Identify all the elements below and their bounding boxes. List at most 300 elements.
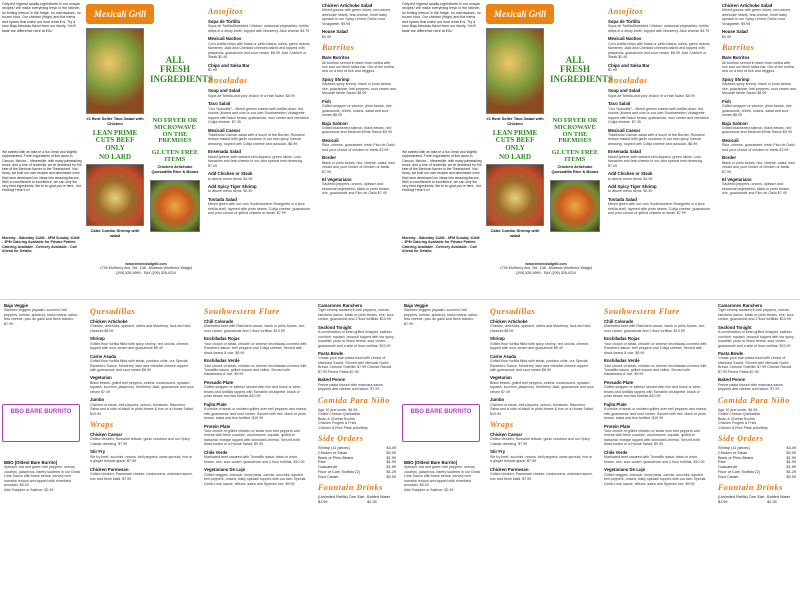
wraps-heading: Wraps xyxy=(90,420,114,430)
item-name: Seafood Tonight xyxy=(318,324,352,330)
side-price: $0.99 xyxy=(786,474,796,479)
quesadillas-column xyxy=(86,300,198,600)
item-name: House Salad xyxy=(722,29,748,35)
menu-item xyxy=(604,380,708,399)
item-desc: Grilled blackened salmon, black beans, rice, guacamole and Mexicali White Sauce $9.99 xyxy=(322,125,393,135)
item-desc: Sauteed spicy shrimp, black or pinto beans, rice, guacamole, bell peppers, sour cream and Mexicali White Sauce $8.99 xyxy=(322,82,396,96)
baja-veggie-column xyxy=(400,300,484,600)
menu-inside-row xyxy=(0,300,800,600)
side-orders-heading: Side Orders xyxy=(318,434,364,444)
item-desc: to above menu items. $2.49 xyxy=(608,189,653,194)
item-desc: Marinated beef with Ranchero sauce, black or pinto beans, rice, sour cream, guacamole and 2 flour tortillas. $10.99 xyxy=(604,324,706,333)
menu-item xyxy=(322,99,396,118)
menu-item xyxy=(90,397,194,416)
side-price: $1.99 xyxy=(386,460,396,465)
menu-item xyxy=(604,424,708,447)
side-orders-list xyxy=(718,446,796,479)
item-name: Baja Salmon xyxy=(322,120,348,126)
item-desc: Grilled veggies, broccoli, snow peas, carrots, zucchini, squash, bell peppers, onions, baby spinach topped with our own Special Garlic Lime sauce, lettuce, salsa and Spanish rice. $9.99 xyxy=(204,472,306,486)
fountain-row xyxy=(718,495,796,504)
item-desc: Chicken, artichoke, spinach, olives and Monterey Jack and feta cheeses $8.99 xyxy=(90,324,191,333)
item-name: Chicken Artichoke xyxy=(490,319,528,324)
item-name: Chicken Parmesan xyxy=(90,466,129,472)
item-name: Bare Burritos xyxy=(722,55,750,61)
menu-item xyxy=(204,467,308,486)
item-name: Fajita Plate xyxy=(204,401,227,407)
item-desc: Marinated beef sauteed with Tomatillo salsa, black or pinto beans, rice, sour cream, guacamole and 2 flour tortillas. $10.99 xyxy=(604,455,705,464)
item-name: Taco Salad xyxy=(608,101,631,107)
side-price: $1.99 xyxy=(386,465,396,470)
item-desc: Black or pinto beans, rice, cheese, salsa, sour cream and your choice of chicken or steak $7.99 xyxy=(722,160,796,174)
item-desc: Marinated beef with Ranchero sauce, black or pinto beans, rice, sour cream, guacamole and 2 flour tortillas. $10.99 xyxy=(204,324,306,333)
item-desc: Grilled flour tortilla filled with spicy shrimp, red onions, cheese, topped with sour cream and guacamole $9.49 xyxy=(490,341,590,351)
menu-item xyxy=(208,19,312,33)
item-desc: Mixed green with our own Southwestern Vinaigrette in a flour tortilla shell, layered with pinto beans, Cotija cheese, guacamole and your choice of grilled chicken or steak. $7.99 xyxy=(608,202,711,216)
item-name: Shrimp xyxy=(490,336,505,342)
phone-text: (209) 526-9999 - FAX (209) 526-0224 xyxy=(515,270,577,275)
menu-item xyxy=(90,319,194,333)
menu-item xyxy=(204,336,308,355)
logo-text: Mexicali Grill xyxy=(493,9,547,19)
item-name: Baja Salmon xyxy=(722,120,748,126)
item-desc: Penne pasta tossed with marinara sauce, peppers and cheese and baked. $7.99 xyxy=(318,382,384,392)
item-desc: to above menu items. $1.99 xyxy=(208,176,253,181)
side-price: $1.99 xyxy=(786,465,796,470)
item-name: Protein Plate xyxy=(604,423,631,429)
item-desc: Sauteed veggies (squash, zucchini, bell peppers, onions, spinach), black beans, salsa, feta cheese, pico de gallo and fresh cilantro $7.99 xyxy=(404,308,478,326)
item-desc: "Our Specialty" - Mixed greens tossed with tortilla chips, red onions, jicama and corn in our own Southwestern Vinaigrette topped with black beans, guacamole, sour cream and crumbled Cotija cheese. $7.49 xyxy=(208,106,309,125)
menu-item xyxy=(318,325,396,348)
item-desc: Create your own pasta bowl with choice of Marinara Sauce. Served with Mexicali Garlic Bread. Cheese Tortellini $7.99 Cheese Ravioli $7.99 Penne Pasta $7.99 xyxy=(318,356,392,374)
menu-item xyxy=(604,450,708,464)
menu-inside-copy-1 xyxy=(0,300,400,600)
item-desc: Sauteed peppers, onions, spinach and seasonal vegetables, black or pinto beans, rice, guacamole and Pico de Gallo $7.49 xyxy=(722,182,790,196)
menu-item xyxy=(604,467,708,486)
menu-item xyxy=(718,351,796,374)
gluten-free-text: GLUTEN FREE ITEMS xyxy=(151,149,199,163)
item-desc: Marinated beef sauteed with Tomatillo salsa, black or pinto beans, rice, sour cream, guacamole and 2 flour tortillas. $10.99 xyxy=(204,455,305,464)
fountain-row xyxy=(318,495,396,504)
item-desc: All burritos served in warm flour tortilla with rice and our fresh salsa bar. Out of the tortilla and on a bed of rice and veggies. xyxy=(322,60,394,74)
item-desc: Your choice of steak, chicken or cheese enchiladas covered with Tomatillo sauce, grilled onions and chiles. Served with blackbeans & rice. $9.99 xyxy=(204,363,307,377)
item-desc: Black beans, grilled bell peppers, onions, mushrooms, spinach, squash, zucchini, jalapenos, Monterey Jack, guacamole and sour cream $7.49 xyxy=(90,380,194,394)
menu-item xyxy=(208,36,312,59)
menu-item xyxy=(322,121,396,135)
side-name: Sour Cream xyxy=(718,474,739,479)
ensaladas-heading: Ensaladas xyxy=(608,76,648,86)
side-name: Rice xyxy=(718,460,726,465)
side-price: $0.99 xyxy=(386,474,396,479)
menu-item xyxy=(490,397,594,416)
item-name: Spicy Shrimp xyxy=(322,76,350,82)
kids-item: Grilled Cheese Quesadilla xyxy=(718,412,760,417)
quesadillas-heading: Quesadillas xyxy=(90,307,136,316)
item-name: Mexicali Caesar xyxy=(608,127,641,133)
comida-heading: Comida Para Niño xyxy=(718,395,790,405)
item-desc: Mixed green with our own Southwestern Vinaigrette in a flour tortilla shell, layered with pinto beans, Cotija cheese, guacamole and your choice of grilled chicken or steak. $7.99 xyxy=(208,202,311,216)
item-name: Border xyxy=(322,155,337,161)
kids-item: Chicken Fingers & Fries xyxy=(718,421,757,426)
item-name: Soup and Salad xyxy=(608,88,641,94)
address-text: 1700 McHenry Ave, Ste. 138 - Modesto (McHenry Village) xyxy=(99,266,193,271)
item-desc: Chicken or steak, bell peppers, onions, tomatoes, Ranchero Salsa and a side of black or pinto beans & rice or a House Salad. $10.99 xyxy=(490,402,594,416)
item-name: Mexicali Caesar xyxy=(208,127,241,133)
bbo-badge xyxy=(2,404,80,442)
item-name: Enchiladas Verde xyxy=(604,358,640,364)
menu-item xyxy=(608,63,712,73)
item-name: Baja Veggie xyxy=(404,303,429,308)
item-desc: Mixed greens with green olives, red onions, artichoke hearts, feta cheese, fresh baby spinach in our Spicy Lemon Garlic Lime Vinaigrette. $9.99 xyxy=(322,8,392,26)
intro-text: Only the highest quality ingredients in our unique recipes! We make everything fresh in the kitchen, no boiling lettuce in the fridge, no microwaves, no frozen food. Our chicken (thigh) and the herbs and spices that make our food what it is. Try a new Baja Mexican flavor from our family. You'll taste the difference here at Elio. xyxy=(402,2,481,33)
item-name: Pasta Bowls xyxy=(318,351,344,357)
item-name: Add Chicken or Steak xyxy=(608,171,653,177)
item-desc: Chicken, artichoke, spinach, olives and Monterey Jack and feta cheeses $8.99 xyxy=(490,324,591,333)
seafood-column xyxy=(314,300,400,600)
item-desc: Sopa de Tortilla and your choice of a Half Salad. $8.99 xyxy=(208,93,295,98)
taco-salad-photo xyxy=(486,28,544,114)
menu-item xyxy=(404,303,480,326)
item-name: Add Spicy Tiger Shrimp xyxy=(608,184,657,190)
fresh-ingredients-headline: ALL FRESH INGREDIENTS xyxy=(150,55,214,84)
intro-column xyxy=(0,0,84,300)
bbo-addons: Add Snapper or Salmon: $2.49 xyxy=(4,487,54,492)
item-desc: Your choice of steak, chicken or cheese enchiladas covered with Ranchero sauce, bell peppers and Cotija cheese. Served with black beans & rice. $9.99 xyxy=(204,341,307,355)
menu-item xyxy=(722,55,796,74)
item-desc: $4.99 xyxy=(322,34,331,39)
item-name: Ensenada Salad xyxy=(208,149,241,155)
item-name: Carne Asada xyxy=(490,353,517,359)
menu-item xyxy=(204,424,308,447)
item-desc: Mixed greens with green olives, red onions, artichoke hearts, feta cheese, fresh baby spinach in our Spicy Lemon Garlic Lime Vinaigrette. $9.99 xyxy=(722,8,792,26)
item-name: Shrimp xyxy=(90,336,105,342)
item-name: Camarones Ranchero xyxy=(718,303,763,308)
menu-item xyxy=(208,171,312,181)
side-name: Rice xyxy=(318,460,326,465)
taco-salad-caption: #1 Best Seller Taco Salad with Chicken xyxy=(486,116,544,126)
item-name: Fish xyxy=(722,98,731,104)
menu-item xyxy=(208,101,312,124)
item-desc: Your choice of grilled chicken or steak over bell peppers and onions with fresh zucchini, mushrooms, squash, grilled in balsamic vinegar topped with shredded cheese. Served with black beans or a House Salad. $9.99 xyxy=(604,428,700,447)
menu-item xyxy=(722,29,796,39)
phone-text: (209) 526-9999 - FAX (209) 526-0224 xyxy=(115,270,177,275)
item-desc: to above menu items. $2.49 xyxy=(208,189,253,194)
item-desc: A combination of fresh grilled snapper, salmon, zucchini, squash, broccoli topped with our spicy tomatillo, pinto or black beans, sour cream, guacamole and a side of flour tortillas. $15.99 xyxy=(718,330,794,348)
item-desc: Grilled veggies, broccoli, snow peas, carrots, zucchini, squash, bell peppers, onions, baby spinach topped with our own Special Garlic Lime sauce, lettuce, salsa and Spanish rice. $9.99 xyxy=(604,472,706,486)
bbo-badge-text: BBO BARE BURRITO xyxy=(410,409,472,415)
item-desc: Sopa de Tortilla and your choice of a Half Salad. $8.99 xyxy=(608,93,695,98)
item-name: Chicken Artichoke Salad xyxy=(722,3,773,8)
menu-item xyxy=(204,319,308,333)
menu-item xyxy=(490,432,594,446)
kids-item: Chicken Fingers & Fries xyxy=(318,421,357,426)
item-desc: Grilled blackened salmon, black beans, rice, guacamole and Mexicali White Sauce $9.99 xyxy=(722,125,793,135)
menu-item xyxy=(608,36,712,59)
item-desc: Penne pasta tossed with marinara sauce, peppers and cheese and baked. $7.99 xyxy=(718,382,784,392)
item-desc: Stir fry beef, zucchini, onions, bell peppers, bean sprouts, rice in a ginger teriyaki glaze. $7.99 xyxy=(490,454,592,464)
menu-item xyxy=(722,177,796,196)
item-desc: Grilled chicken, Parmesan cheese, mushrooms, marinara sauce, rice and fresh basil. $7.99 xyxy=(90,472,194,481)
baja-veggie-column xyxy=(0,300,84,600)
intro-text: Only the highest quality ingredients in our unique recipes! We make everything fresh in the kitchen, no boiling lettuce in the fridge, no microwaves, no frozen food. Our chicken (thigh) and the herbs and spices that make our food what it is. Try a new Baja Mexican flavor from our family. You'll taste the difference here at Elio. xyxy=(2,2,81,33)
item-name: Mexicali xyxy=(722,137,739,143)
bbo-title: BBO (Oldest Bare Burrito) xyxy=(404,460,458,465)
website-text: www.elmexicaligrill.com xyxy=(125,262,167,266)
menu-item xyxy=(490,319,594,333)
menu-item xyxy=(204,380,308,399)
story-text: We started with an idea of a fun, fresh and slightly sophisticated. Fresh ingredients of fish tacos in Cancun, Mexico... Meanwhile, with many painstaking hours, and a love of creativity, we've searched for the best of the Mexican flavors in the 'Restaurant'. Not fancy, we built our own recipes and developed ones that have developed our ideas into amazing flavors. With a commitment to excellence, we can only the very best ingredients. We're so glad you're here - the Holding! Here it is! xyxy=(2,150,82,193)
menu-item xyxy=(322,177,396,196)
contact-footer xyxy=(86,262,206,275)
item-desc: Traditional Caesar salad with a touch of the Border. Romaine lettuce tossed with garlic croutons in our own spicy Caesar dressing, topped with Cotija cheese and avocado. $6.99 xyxy=(608,132,705,146)
no-fryer-text: NO FRYER OR MICROWAVE ON THE PREMISES xyxy=(552,117,598,145)
southwestern-heading: Southwestern Flare xyxy=(604,307,680,316)
item-name: Vegetariano De Lujo xyxy=(204,467,246,473)
menu-item xyxy=(608,149,712,168)
side-row xyxy=(718,475,796,480)
item-desc: Mixed greens with roasted bell peppers, green olives, corn, tomatoes and feta cheese in our own special herb dressing. $7.49 xyxy=(608,154,703,168)
item-name: Stir Fry xyxy=(90,449,106,455)
item-name: Fajita Plate xyxy=(604,401,627,407)
menu-item xyxy=(608,197,712,216)
item-desc: Create your own pasta bowl with choice of Marinara Sauce. Served with Mexicali Garlic Bread. Cheese Tortellini $7.99 Cheese Ravioli $7.99 Penne Pasta $7.99 xyxy=(718,356,792,374)
item-name: Baked Penne xyxy=(318,377,345,383)
quesadillas-heading: Quesadillas xyxy=(490,307,536,316)
menu-item xyxy=(322,3,396,26)
kids-item: Grilled Cheese Quesadilla xyxy=(318,412,360,417)
kids-intro: Age 10 and under. $4.99 xyxy=(718,407,758,412)
item-name: Taco Salad xyxy=(208,101,231,107)
menu-item xyxy=(490,336,594,350)
menu-item xyxy=(318,377,396,391)
antojitos-column xyxy=(604,0,716,300)
item-desc: Mixed greens with roasted bell peppers, green olives, corn, tomatoes and feta cheese in our own special herb dressing. $7.49 xyxy=(208,154,303,168)
menu-item xyxy=(722,138,796,152)
menu-item xyxy=(490,354,594,373)
kids-item: Bean & Cheese Burrito xyxy=(718,416,755,421)
item-name: Chicken Artichoke xyxy=(90,319,128,324)
menu-item xyxy=(90,375,194,394)
item-name: Stir Fry xyxy=(490,449,506,455)
item-desc: Traditional Caesar salad with a touch of the Border. Romaine lettuce tossed with garlic croutons in our own spicy Caesar dressing, topped with Cotija cheese and avocado. $6.99 xyxy=(208,132,305,146)
item-desc: to above menu items. $1.99 xyxy=(608,176,653,181)
item-name: Spicy Shrimp xyxy=(722,76,750,82)
no-lard-text: NO LARD xyxy=(498,153,532,161)
menu-item xyxy=(204,402,308,421)
menu-item xyxy=(608,88,712,98)
side-price: $1.29 xyxy=(786,469,796,474)
item-desc: Grilled chicken, Romaine lettuce, garlic croutons and our Spicy Caesar dressing. $7.99 xyxy=(490,437,590,446)
item-name: House Salad xyxy=(322,29,348,35)
burritos-column xyxy=(318,0,400,300)
logo xyxy=(486,4,554,24)
menu-item xyxy=(90,336,194,350)
item-desc: A choice of steak or chicken grilled over bell peppers and onions with guacamole and sour cream. Served with rice, black or pinto beans, salsa and two tortillas. $10.99 xyxy=(204,407,307,421)
menu-item xyxy=(490,449,594,463)
item-desc: Corn tortilla chips with black or pinto beans, salsa, green onions, Monterey Jack and Cheddar cheeses baked and topped with jalapenos, guacamole and sour cream. $6.99. Add Chicken or Steak $2.49 xyxy=(208,41,311,60)
item-desc: Rice, cheese, guacamole, fresh Pico de Gallo and your choice of chicken or steak $7.99 xyxy=(722,143,795,152)
quesadilla-caption: Chicken Artichoke Quesadilla Rice & Beans xyxy=(151,164,199,174)
menu-item xyxy=(604,319,708,333)
fountain-right: Bottled Water $1.29 xyxy=(767,495,791,505)
item-name: Jumbo xyxy=(90,397,105,403)
item-desc: A combination of fresh grilled snapper, salmon, zucchini, squash, broccoli topped with our spicy tomatillo, pinto or black beans, sour cream, guacamole and a side of flour tortillas. $15.99 xyxy=(318,330,394,348)
menu-item xyxy=(318,303,396,322)
item-desc: $4.99 xyxy=(722,34,731,39)
item-name: Mexicali Nachos xyxy=(608,36,642,42)
item-name: Soup and Salad xyxy=(208,88,241,94)
item-name: Add Spicy Tiger Shrimp xyxy=(208,184,257,190)
bbo-desc: Spinach, red and green bell peppers, onions, zucchini, jalapenos, barely sauteed in our Garlic Lime Sauce with black beans, served over romaine lettuce and topped with shredded avocado. $8.49 xyxy=(4,465,81,488)
quesadilla-photo xyxy=(550,180,600,232)
menu-item xyxy=(718,377,796,391)
item-name: Chips and Salsa Bar xyxy=(608,62,650,68)
item-desc: Your choice of grilled chicken or steak over bell peppers and onions with fresh zucchini, mushrooms, squash, grilled in balsamic vinegar topped with shredded cheese. Served with black beans or a House Salad. $9.99 xyxy=(204,428,300,447)
menu-item xyxy=(722,155,796,174)
item-name: El Vegetariano xyxy=(722,177,752,183)
item-name: Chili Colorado xyxy=(204,319,234,324)
item-desc: Grilled snapper or salmon, pinto beans, rice, guacamole, chiles, onions, salsa and sour cream $8.99 xyxy=(322,104,393,118)
bbo-badge-text: BBO BARE BURRITO xyxy=(10,409,72,415)
southwestern-heading: Southwestern Flare xyxy=(204,307,280,316)
bbo-addons: Add Snapper or Salmon: $2.49 xyxy=(404,487,454,492)
side-name: Flour or Corn Tortillas (2) xyxy=(318,469,360,474)
menu-item xyxy=(90,432,194,446)
side-price: $1.99 xyxy=(386,455,396,460)
item-name: Chili Colorado xyxy=(604,319,634,324)
item-desc: Sauteed peppers, onions, spinach and seasonal vegetables, black or pinto beans, rice, guacamole and Pico de Gallo $7.49 xyxy=(322,182,390,196)
item-name: Pescado Plate xyxy=(204,379,234,385)
item-name: Bare Burritos xyxy=(322,55,350,61)
item-name: Jumbo xyxy=(490,397,505,403)
item-name: Chile Verde xyxy=(204,449,228,455)
menu-item xyxy=(90,467,194,481)
item-name: Chicken Parmesan xyxy=(490,466,529,472)
menu-item xyxy=(322,77,396,96)
kids-item: Chicken & Rice Plate w/tortillas xyxy=(318,425,368,430)
menu-item xyxy=(722,121,796,135)
item-name: Vegetarian xyxy=(490,375,512,381)
quesadillas-column xyxy=(486,300,598,600)
wraps-heading: Wraps xyxy=(490,420,514,430)
side-name: Chicken or Steak xyxy=(318,450,347,455)
fresh-ingredients-headline: ALL FRESH INGREDIENTS xyxy=(550,55,614,84)
combo-photo xyxy=(86,164,144,226)
item-desc: Sopa de TortillaShredded Chicken, seasonal vegetables, tortilla strips in a zesty broth, topped with Monterey Jack cheese $4.79 xyxy=(208,24,310,33)
menu-item xyxy=(604,358,708,377)
item-desc: Grilled chicken, Parmesan cheese, mushrooms, marinara sauce, rice and fresh basil. $7.99 xyxy=(490,472,594,481)
seafood-column xyxy=(714,300,800,600)
fountain-right: Bottled Water $1.29 xyxy=(367,495,391,505)
taco-salad-photo xyxy=(86,28,144,114)
lean-prime-text: LEAN PRIME CUTS BEEF ONLY xyxy=(492,129,538,152)
bbo-desc: Spinach, red and green bell peppers, onions, zucchini, jalapenos, barely sauteed in our Garlic Lime Sauce with black beans, served over romaine lettuce and topped with shredded avocado. $8.49 xyxy=(404,465,481,488)
item-desc: A choice of steak or chicken grilled over bell peppers and onions with guacamole and sour cream. Served with rice, black or pinto beans, salsa and two tortillas. $10.99 xyxy=(604,407,707,421)
item-name: Tostada Salad xyxy=(608,196,637,202)
lean-prime-text: LEAN PRIME CUTS BEEF ONLY xyxy=(92,129,138,152)
item-desc: Black beans, grilled bell peppers, onions, mushrooms, spinach, squash, zucchini, jalapenos, Monterey Jack, guacamole and sour cream $7.49 xyxy=(490,380,594,394)
item-desc: Sauteed veggies (squash, zucchini, bell peppers, onions, spinach), black beans, salsa, feta cheese, pico de gallo and fresh cilantro $7.99 xyxy=(4,308,78,326)
bbo-badge xyxy=(402,404,480,442)
side-price: $3.49 xyxy=(786,446,796,451)
comida-heading: Comida Para Niño xyxy=(318,395,390,405)
kids-item: Bean & Cheese Burrito xyxy=(318,416,355,421)
item-name: Chicken Caesar xyxy=(90,432,123,438)
item-name: Border xyxy=(722,155,737,161)
hours-text: Monday - Saturday 11AM - 8PM Sunday 11AM - 3PM Catering Available for Private Parties. Catering Available - Delivery Available - Call Ahead for Details. xyxy=(2,236,80,254)
item-desc: Grilled flour tortilla filled with steak, poblano chile, our Special Ranchero Sauce, Monterey Jack and cheddar cheese topped with guacamole and sour cream $8.99 xyxy=(490,359,588,372)
menu-item xyxy=(322,138,396,152)
menu-item xyxy=(718,325,796,348)
item-name: Camarones Ranchero xyxy=(318,303,363,308)
logo xyxy=(86,4,154,24)
combo-caption: Cabo Combo Shrimp with salad xyxy=(90,228,140,238)
combo-caption: Cabo Combo Shrimp with salad xyxy=(490,228,540,238)
logo-text: Mexicali Grill xyxy=(93,9,147,19)
item-name: Mexicali Nachos xyxy=(208,36,242,42)
side-price: $2.99 xyxy=(386,450,396,455)
side-price: $1.99 xyxy=(786,460,796,465)
item-name: Baja Veggie xyxy=(4,303,29,308)
item-name: Tostada Salad xyxy=(208,196,237,202)
side-price: $3.49 xyxy=(386,446,396,451)
menu-front-copy-2 xyxy=(400,0,800,300)
fountain-heading: Fountain Drinks xyxy=(318,483,383,493)
item-name: Vegetarian xyxy=(90,375,112,381)
item-name: Sopa de Tortilla xyxy=(608,19,640,24)
item-name: Ensenada Salad xyxy=(608,149,641,155)
side-price: $1.29 xyxy=(386,469,396,474)
item-desc: Tiger shrimp sautéed in bell peppers, onions, ranchero sauce, black or pinto beans, rice, sour cream, guacamole and 2 flour tortillas. $10.99 xyxy=(318,308,394,322)
side-name: Guacamole xyxy=(718,465,738,470)
item-name: Vegetariano De Lujo xyxy=(604,467,646,473)
menu-item xyxy=(490,467,594,481)
side-name: Guacamole xyxy=(318,465,338,470)
menu-item xyxy=(608,171,712,181)
kids-intro: Age 10 and under. $4.99 xyxy=(318,407,358,412)
item-name: El Vegetariano xyxy=(322,177,352,183)
item-name: Enchiladas Rojas xyxy=(604,336,640,342)
item-desc: Grilled snapper or salmon served with rice and black or pinto beans and tortillas topped with Tomatillo vinaigrette, black or pinto beans and two tortillas $10.99 xyxy=(604,385,701,399)
item-name: Carne Asada xyxy=(90,353,117,359)
menu-item xyxy=(608,19,712,33)
taco-salad-caption: #1 Best Seller Taco Salad with Chicken xyxy=(86,116,144,126)
item-name: Chicken Artichoke Salad xyxy=(322,3,373,8)
item-desc: Rice, cheese, guacamole, fresh Pico de Gallo and your choice of chicken or steak $7.99 xyxy=(322,143,395,152)
item-desc: Black or pinto beans, rice, cheese, salsa, sour cream and your choice of chicken or steak $7.99 xyxy=(322,160,396,174)
burritos-column xyxy=(718,0,800,300)
side-name: Black or Pinto Beans xyxy=(318,455,354,460)
combo-photo xyxy=(486,164,544,226)
item-name: Baked Penne xyxy=(718,377,745,383)
antojitos-column xyxy=(204,0,316,300)
item-name: Chicken Caesar xyxy=(490,432,523,438)
story-text: We started with an idea of a fun, fresh and slightly sophisticated. Fresh ingredients of fish tacos in Cancun, Mexico... Meanwhile, with many painstaking hours, and a love of creativity, we've searched for the best of the Mexican flavors in the 'Restaurant'. Not fancy, we built our own recipes and developed ones that have developed our ideas into amazing flavors. With a commitment to excellence, we can only the very best ingredients. We're so glad you're here - the Holding! Here it is! xyxy=(402,150,482,193)
item-desc: Grilled flour tortilla filled with spicy shrimp, red onions, cheese, topped with sour cream and guacamole $9.49 xyxy=(90,341,190,351)
item-desc: Sauteed spicy shrimp, black or pinto beans, rice, guacamole, bell peppers, sour cream and Mexicali White Sauce $8.99 xyxy=(722,82,796,96)
menu-item xyxy=(608,101,712,124)
item-name: Add Chicken or Steak xyxy=(208,171,253,177)
address-text: 1700 McHenry Ave, Ste. 138 - Modesto (McHenry Village) xyxy=(499,266,593,271)
southwestern-column xyxy=(200,300,312,600)
item-desc: "Our Specialty" - Mixed greens tossed with tortilla chips, red onions, jicama and corn in our own Southwestern Vinaigrette topped with black beans, guacamole, sour cream and crumbled Cotija cheese. $7.49 xyxy=(608,106,709,125)
item-name: Enchiladas Verde xyxy=(204,358,240,364)
item-desc: Chicken or steak, bell peppers, onions, tomatoes, Ranchero Salsa and a side of black or pinto beans & rice or a House Salad. $10.99 xyxy=(90,402,194,416)
website-text: www.elmexicaligrill.com xyxy=(525,262,567,266)
menu-item xyxy=(208,184,312,194)
side-name: Sour Cream xyxy=(318,474,339,479)
side-name: Black or Pinto Beans xyxy=(718,455,754,460)
side-row xyxy=(318,475,396,480)
